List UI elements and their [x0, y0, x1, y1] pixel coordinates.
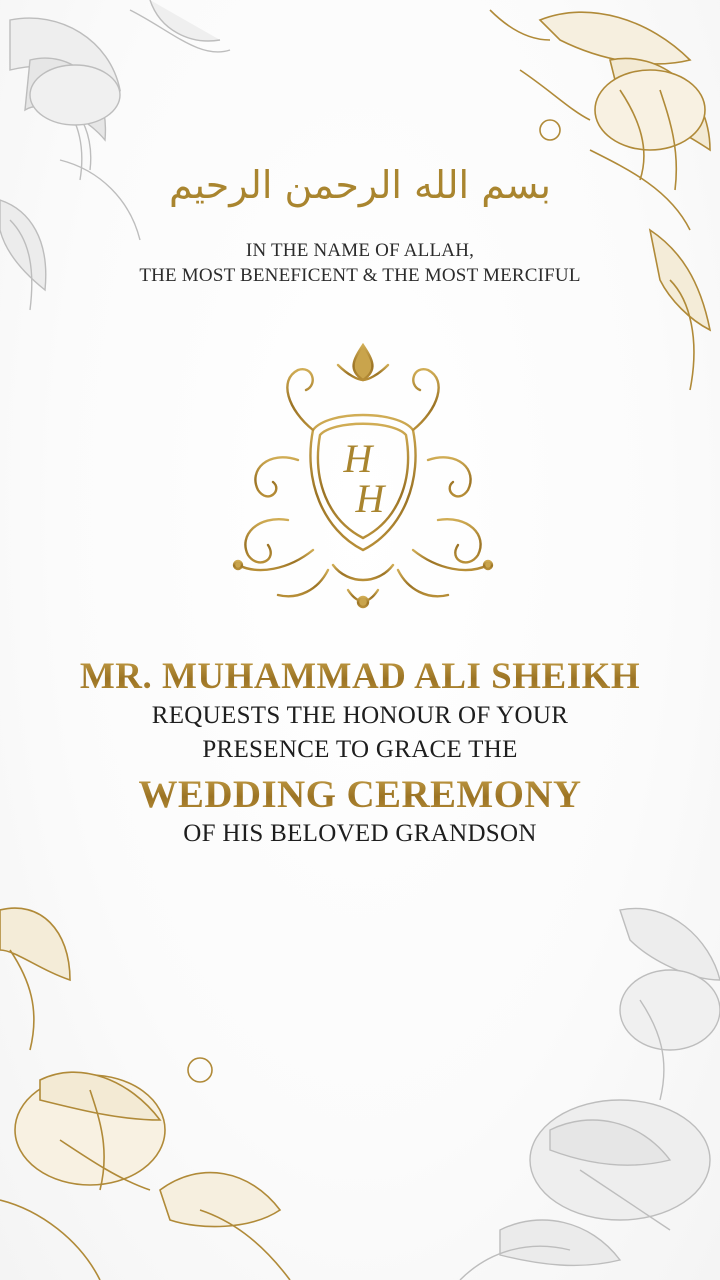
request-line-2: PRESENCE TO GRACE THE — [202, 736, 518, 763]
host-name: MR. MUHAMMAD ALI SHEIKH — [0, 655, 720, 698]
monogram-initial-bottom: H — [355, 476, 385, 521]
header-line-2: THE MOST BENEFICENT & THE MOST MERCIFUL — [139, 265, 581, 286]
crest-monogram-icon — [218, 340, 508, 620]
monogram-initial-top: H — [343, 436, 373, 481]
floral-bottom-left-icon — [0, 890, 340, 1280]
bismillah-calligraphy — [169, 150, 551, 220]
header-line-1: IN THE NAME OF ALLAH, — [245, 240, 475, 261]
request-line-1: REQUESTS THE HONOUR OF YOUR — [151, 702, 569, 729]
floral-bottom-right-icon — [400, 900, 720, 1280]
bismillah-text: بسم الله الرحمن الرحيم — [169, 163, 551, 207]
event-title: WEDDING CEREMONY — [0, 772, 720, 817]
relation-line: OF HIS BELOVED GRANDSON — [183, 820, 537, 847]
